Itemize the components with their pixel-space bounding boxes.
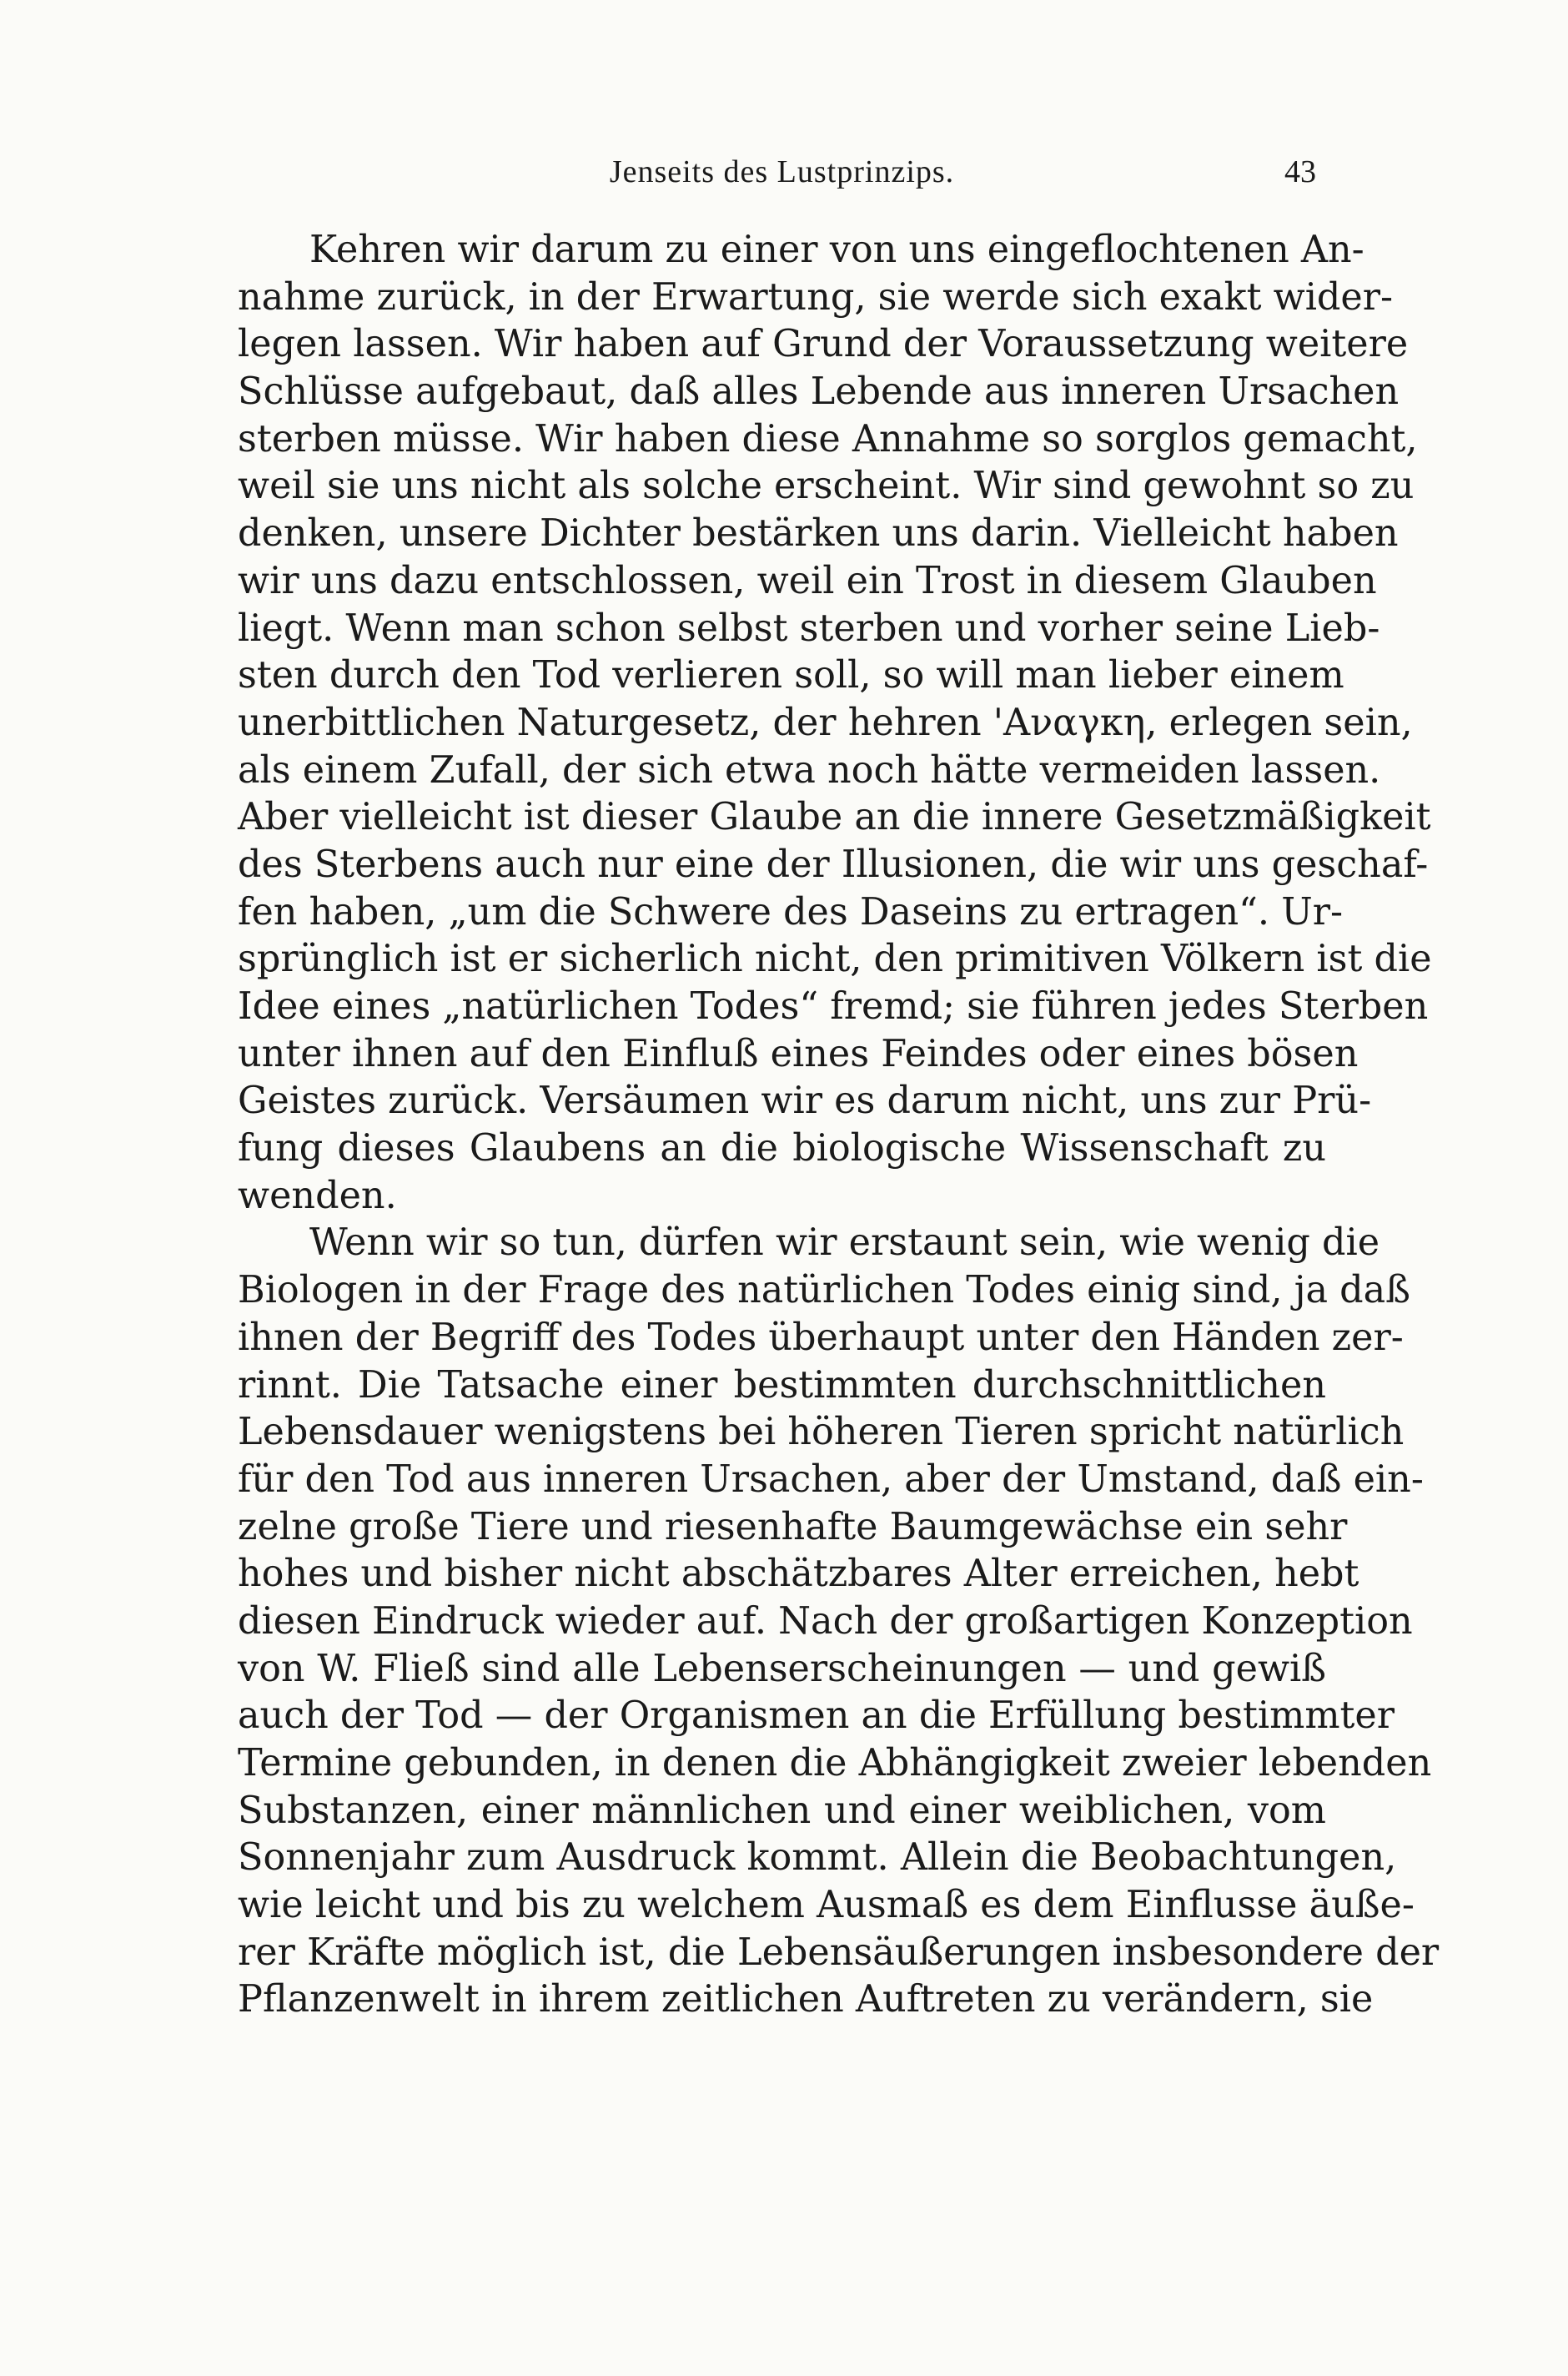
text-line: nahme zurück, in der Erwartung, sie werde sich exakt wider- xyxy=(238,275,1394,319)
text-line: zelne große Tiere und riesenhafte Baumgewächse ein sehr xyxy=(238,1505,1348,1548)
running-title: Jenseits des Lustprinzips. xyxy=(609,154,955,189)
text-line: unerbittlichen Naturgesetz, der hehren 'Αναγκη, erlegen sein, xyxy=(238,701,1413,744)
running-head xyxy=(238,150,1326,200)
text-line: ihnen der Begriff des Todes überhaupt unter den Händen zer- xyxy=(238,1316,1404,1359)
text-line: weil sie uns nicht als solche erscheint. Wir sind gewohnt so zu xyxy=(238,465,1415,508)
text-line: auch der Tod — der Organismen an die Erfüllung bestimmter xyxy=(238,1694,1395,1738)
text-line: sterben müsse. Wir haben diese Annahme so sorglos gemacht, xyxy=(238,417,1418,461)
text-line: Schlüsse aufgebaut, daß alles Lebende aus inneren Ursachen xyxy=(238,370,1400,414)
text-line: fung dieses Glaubens an die biologische Wissenschaft zu xyxy=(238,1127,1326,1170)
text-line: rer Kräfte möglich ist, die Lebensäußerungen insbesondere der xyxy=(238,1930,1440,1974)
text-line: legen lassen. Wir haben auf Grund der Voraussetzung weitere xyxy=(238,323,1409,366)
text-line: fen haben, „um die Schwere des Daseins zu ertragen“. Ur- xyxy=(238,890,1344,934)
text-line: Lebensdauer wenigstens bei höheren Tieren spricht natürlich xyxy=(238,1411,1405,1454)
text-line: liegt. Wenn man schon selbst sterben und vorher seine Lieb- xyxy=(238,607,1380,650)
text-line: rinnt. Die Tatsache einer bestimmten durchschnittlichen xyxy=(238,1363,1326,1407)
text-line: Geistes zurück. Versäumen wir es darum nicht, uns zur Prü- xyxy=(238,1080,1372,1123)
text-line: diesen Eindruck wieder auf. Nach der großartigen Konzeption xyxy=(238,1599,1413,1643)
text-line: Pflanzenwelt in ihrem zeitlichen Auftreten zu verändern, sie xyxy=(238,1978,1374,2021)
text-line: wenden. xyxy=(238,1174,397,1217)
text-line: sprünglich ist er sicherlich nicht, den primitiven Völkern ist die xyxy=(238,938,1432,981)
text-line: sten durch den Tod verlieren soll, so will man lieber einem xyxy=(238,654,1344,697)
text-line: denken, unsere Dichter bestärken uns darin. Vielleicht haben xyxy=(238,512,1399,556)
text-line: Kehren wir darum zu einer von uns eingeflochtenen An- xyxy=(309,229,1364,271)
page-number: 43 xyxy=(1284,154,1316,189)
text-line: von W. Fließ sind alle Lebenserscheinungen — und gewiß xyxy=(238,1647,1326,1690)
text-line: als einem Zufall, der sich etwa noch hätte vermeiden lassen. xyxy=(238,748,1381,792)
text-line: Idee eines „natürlichen Todes“ fremd; sie führen jedes Sterben xyxy=(238,985,1429,1028)
text-line: des Sterbens auch nur eine der Illusionen, die wir uns geschaf- xyxy=(238,843,1429,886)
text-line: Termine gebunden, in denen die Abhängigkeit zweier lebenden xyxy=(238,1742,1432,1785)
text-line: wir uns dazu entschlossen, weil ein Trost in diesem Glauben xyxy=(238,559,1377,602)
text-line: wie leicht und bis zu welchem Ausmaß es dem Einflusse äuße- xyxy=(238,1884,1415,1927)
text-line: für den Tod aus inneren Ursachen, aber der Umstand, daß ein- xyxy=(238,1457,1424,1501)
text-line: Biologen in der Frage des natürlichen Todes einig sind, ja daß xyxy=(238,1269,1410,1312)
text-line: Aber vielleicht ist dieser Glaube an die innere Gesetzmäßigkeit xyxy=(238,796,1431,839)
body-text xyxy=(238,227,1440,2024)
text-line: Substanzen, einer männlichen und einer weiblichen, vom xyxy=(238,1789,1326,1832)
text-line: Wenn wir so tun, dürfen wir erstaunt sein, wie wenig die xyxy=(309,1221,1380,1265)
text-line: unter ihnen auf den Einfluß eines Feindes oder eines bösen xyxy=(238,1032,1359,1075)
text-line: Sonnenjahr zum Ausdruck kommt. Allein die Beobachtungen, xyxy=(238,1836,1397,1880)
text-line: hohes und bisher nicht abschätzbares Alter erreichen, hebt xyxy=(238,1553,1359,1596)
